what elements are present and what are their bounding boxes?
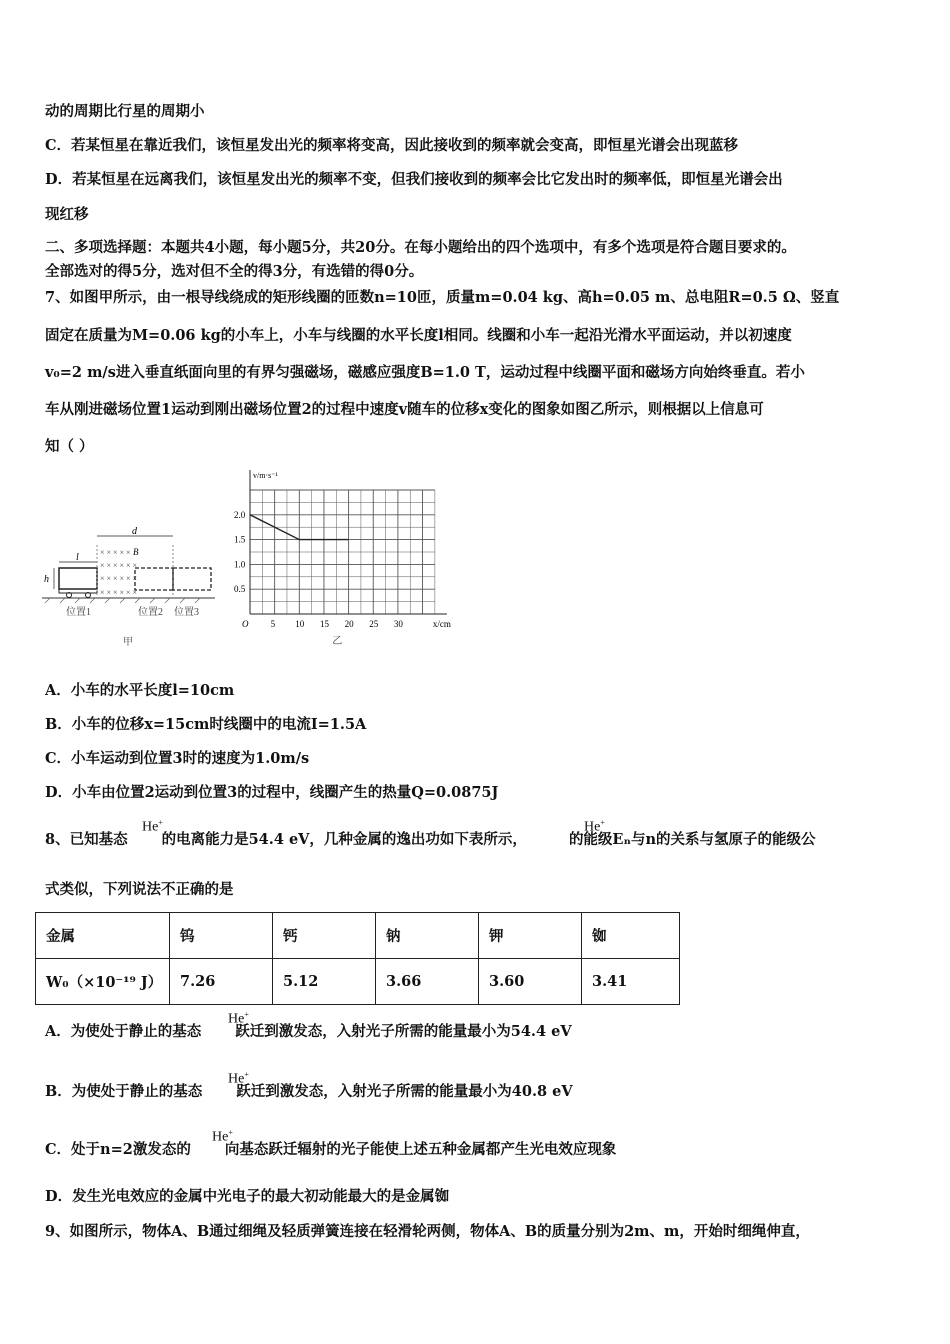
he-ion-formula: He+: [228, 1010, 249, 1027]
label-pos3: 位置3: [174, 607, 199, 618]
table-cell: 3.66: [376, 959, 479, 1005]
q9-text: 9、如图所示，物体A、B通过细绳及轻质弹簧连接在轻滑轮两侧，物体A、B的质量分别为2m、m，开始时细绳伸直，: [45, 1223, 810, 1240]
table-cell: 铷: [582, 913, 680, 959]
text-line: 动的周期比行星的周期小: [45, 103, 205, 120]
q7-text: 固定在质量为M=0.06 kg的小车上，小车与线圈的水平长度l相同。线圈和小车一起沿光滑水平面运动，并以初速度: [45, 327, 792, 344]
x-tick-label: 15: [319, 619, 329, 629]
caption-jia: 甲: [123, 637, 133, 648]
q8-option-c: C．处于n=2激发态的 向基态跃迁辐射的光子能使上述五种金属都产生光电效应现象: [45, 1141, 617, 1158]
svg-text:× × × × × ×: × × × × × ×: [100, 574, 138, 583]
label-d: d: [132, 526, 137, 537]
he-ion-formula: He+: [584, 818, 605, 835]
label-h: h: [44, 574, 49, 585]
table-cell: W₀（×10⁻¹⁹ J）: [36, 959, 170, 1005]
x-tick-label: 25: [369, 619, 379, 629]
q8-option-a: A．为使处于静止的基态 跃迁到激发态，入射光子所需的能量最小为54.4 eV: [45, 1023, 572, 1040]
label-pos1: 位置1: [66, 607, 91, 618]
text-line: 现红移: [45, 206, 89, 223]
table-cell: 钙: [273, 913, 376, 959]
q8-text-part: 的能级Eₙ与n的关系与氢原子的能级公: [568, 831, 816, 848]
q8-text: 式类似，下列说法不正确的是: [45, 881, 234, 898]
q7-text: 知（ ）: [45, 438, 94, 455]
he-ion-formula: He+: [228, 1070, 249, 1087]
q8-text-part: 8、已知基态: [45, 831, 128, 848]
label-B: B: [133, 547, 139, 557]
figure-jia: [42, 526, 215, 648]
q7-option-c: C．小车运动到位置3时的速度为1.0m/s: [45, 750, 310, 767]
table-cell: 3.41: [582, 959, 680, 1005]
y-tick-label: 1.5: [234, 534, 246, 545]
q8-option-b: B．为使处于静止的基态 跃迁到激发态，入射光子所需的能量最小为40.8 eV: [45, 1083, 573, 1100]
label-pos2: 位置2: [138, 607, 163, 618]
he-ion-formula: He+: [212, 1128, 233, 1145]
q8-option-d: D．发生光电效应的金属中光电子的最大初动能最大的是金属铷: [45, 1188, 450, 1205]
svg-text:× × × × ×: × × × × ×: [100, 548, 131, 557]
label-l: l: [76, 552, 79, 563]
figure-yi: [234, 470, 451, 647]
q7-option-a: A．小车的水平长度l=10cm: [45, 682, 235, 699]
table-cell: 钾: [479, 913, 582, 959]
table-cell: 7.26: [170, 959, 273, 1005]
x-tick-label: 30: [393, 619, 403, 629]
caption-yi: 乙: [332, 636, 343, 647]
option-c: C．若某恒星在靠近我们，该恒星发出光的频率将变高，因此接收到的频率就会变高，即恒星光谱会出现蓝移: [45, 137, 739, 154]
table-cell: 金属: [36, 913, 170, 959]
option-d: D．若某恒星在远离我们，该恒星发出光的频率不变，但我们接收到的频率会比它发出时的频率低，即恒星光谱会出: [45, 171, 783, 188]
section-heading: 全部选对的得5分，选对但不全的得3分，有选错的得0分。: [45, 263, 424, 280]
q7-text: 车从刚进磁场位置1运动到刚出磁场位置2的过程中速度v随车的位移x变化的图象如图乙所示，则根据以上信息可: [45, 401, 764, 418]
y-tick-label: 0.5: [234, 584, 246, 595]
section-heading: 二、多项选择题：本题共4小题，每小题5分，共20分。在每小题给出的四个选项中，有多个选项是符合题目要求的。: [45, 239, 796, 256]
table-header-row: [36, 913, 680, 959]
x-axis-label: x/cm: [432, 619, 451, 629]
q8-text-part: 的电离能力是54.4 eV，几种金属的逸出功如下表所示，: [161, 831, 527, 848]
svg-text:× × × × × ×: × × × × × ×: [100, 561, 138, 570]
table-cell: 5.12: [273, 959, 376, 1005]
y-tick-label: 1.0: [234, 559, 246, 570]
origin-label: O: [242, 619, 249, 629]
y-axis-label: v/m·s⁻¹: [253, 471, 278, 480]
work-function-table: [35, 912, 680, 1005]
y-tick-label: 2.0: [234, 509, 246, 520]
q7-figure: [40, 465, 470, 655]
q7-text: 7、如图甲所示，由一根导线绕成的矩形线圈的匝数n=10匝，质量m=0.04 kg、高h=0.05 m、总电阻R=0.5 Ω、竖直: [45, 289, 840, 306]
he-ion-formula: He+: [142, 818, 163, 835]
svg-text:× × × × × ×: × × × × × ×: [100, 588, 138, 597]
table-cell: 钨: [170, 913, 273, 959]
q7-option-d: D．小车由位置2运动到位置3的过程中，线圈产生的热量Q=0.0875J: [45, 784, 499, 801]
table-row: [36, 959, 680, 1005]
x-tick-label: 20: [344, 619, 354, 629]
table-cell: 钠: [376, 913, 479, 959]
table-cell: 3.60: [479, 959, 582, 1005]
x-tick-label: 5: [270, 619, 276, 629]
q7-text: v₀=2 m/s进入垂直纸面向里的有界匀强磁场，磁感应强度B=1.0 T，运动过程中线圈平面和磁场方向始终垂直。若小: [45, 364, 805, 381]
x-tick-label: 10: [295, 619, 305, 629]
q7-option-b: B．小车的位移x=15cm时线圈中的电流I=1.5A: [45, 716, 367, 733]
